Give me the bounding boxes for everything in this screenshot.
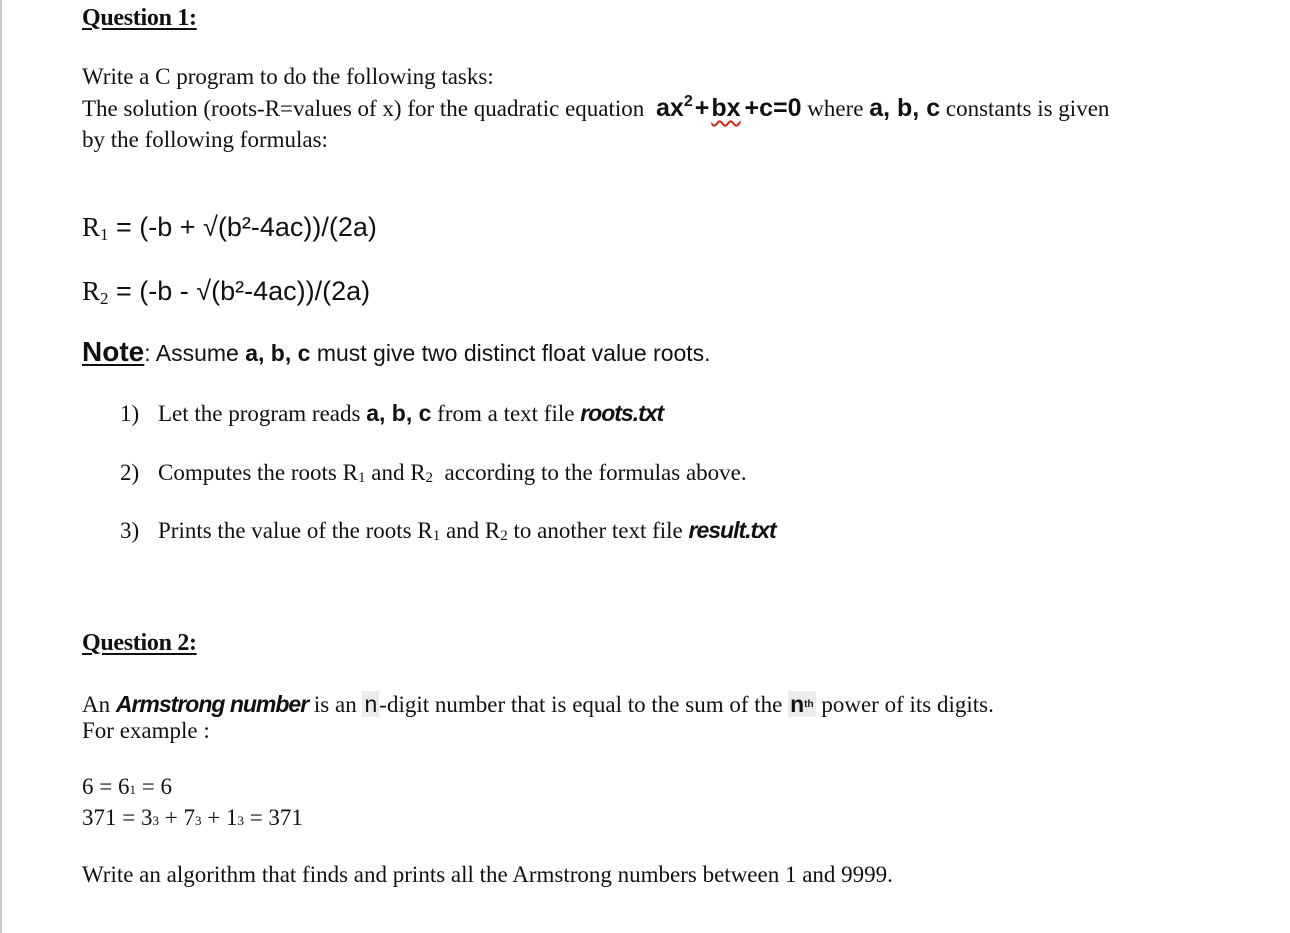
example-2-c: + 1 [201, 805, 238, 830]
example-2-b: + 7 [158, 805, 195, 830]
list-item [120, 400, 663, 427]
eq-plus: + [694, 94, 710, 122]
note-pre: Assume [150, 340, 246, 366]
question-2-heading: Question 2: [82, 630, 197, 656]
item-3-text-2: and R [440, 518, 501, 543]
example-1-a: 6 = 6 [82, 774, 130, 799]
example-2-d: = 371 [243, 805, 303, 830]
q2-line-2: For example : [82, 718, 210, 743]
item-2-text-2: and R [365, 460, 426, 485]
nth-n: n [790, 691, 805, 717]
q1-intro-line-1: Write a C program to do the following tasks: [82, 64, 494, 89]
question-1-heading: Question 1: [82, 5, 197, 31]
example-2-e2: 3 [194, 813, 202, 828]
nth-highlight [788, 691, 816, 717]
item-3-text-1: Prints the value of the roots R [158, 518, 433, 543]
q2-final-line: Write an algorithm that finds and prints all the Armstrong numbers between 1 and 9999. [82, 862, 893, 887]
example-1-b: = 6 [135, 774, 172, 799]
q1-where: where [807, 96, 864, 121]
q2-line-1 [82, 691, 994, 718]
n-highlight: n [364, 691, 378, 717]
q1-constants-abc: a, b, c [869, 94, 941, 122]
item-1-abc: a, b, c [366, 400, 432, 426]
nth-sup: th [804, 699, 814, 710]
item-3-filename: result.txt [688, 517, 776, 543]
note-post: must give two distinct float value roots. [310, 340, 711, 366]
list-item-number: 1) [120, 401, 140, 426]
q1-intro-text: The solution (roots-R=values of x) for the quadratic equation [82, 96, 645, 121]
formula-r1-symbol: R [82, 212, 101, 242]
eq-ax: ax [656, 94, 684, 122]
formula-r2 [82, 276, 370, 309]
q2-line1-pre: An [82, 692, 116, 717]
note-abc: a, b, c [245, 340, 311, 366]
item-2-sub-1: 1 [357, 470, 366, 486]
item-3-sub-1: 1 [432, 528, 441, 544]
q1-intro-tail: constants is given [945, 96, 1110, 121]
formula-r2-expression: = (-b - √(b²-4ac))/(2a) [108, 276, 371, 306]
example-2-e1: 3 [152, 813, 159, 828]
eq-exponent: 2 [683, 93, 693, 110]
q2-line1-mid: is an [308, 692, 363, 717]
formula-r1-expression: = (-b + √(b²-4ac))/(2a) [108, 212, 377, 242]
example-1 [82, 774, 172, 800]
item-1-mid: from a text file [431, 401, 581, 426]
example-2 [82, 805, 303, 831]
formula-r2-sub: 2 [100, 289, 109, 308]
item-2-text-3: according to the formulas above. [433, 460, 747, 485]
item-1-filename: roots.txt [580, 400, 664, 426]
formula-r1 [82, 212, 377, 245]
q2-line1-mid2: -digit number that is equal to the sum of the [379, 692, 789, 717]
note-label: Note [82, 336, 145, 367]
formula-r2-symbol: R [82, 276, 101, 306]
example-2-a: 371 = 3 [82, 805, 153, 830]
note-colon: : [144, 340, 151, 366]
eq-bx-spellcheck: bx [711, 94, 741, 122]
page-left-edge [0, 0, 2, 933]
example-1-exp: 1 [129, 782, 136, 797]
quadratic-equation [656, 94, 802, 122]
list-item [120, 460, 747, 487]
example-2-e3: 3 [237, 813, 244, 828]
q2-line1-post: power of its digits. [815, 692, 994, 717]
armstrong-term: Armstrong number [115, 691, 309, 717]
item-2-text-1: Computes the roots R [158, 460, 358, 485]
item-3-text-3: to another text file [507, 518, 689, 543]
list-item-number: 3) [120, 518, 140, 543]
eq-rest: +c=0 [744, 94, 802, 122]
item-2-sub-2: 2 [425, 470, 434, 486]
q1-intro-line-2 [82, 93, 1109, 123]
list-item [120, 517, 776, 545]
formula-r1-sub: 1 [100, 225, 109, 244]
list-item-number: 2) [120, 460, 140, 485]
item-1-pre: Let the program reads [158, 401, 367, 426]
note-line [82, 336, 711, 368]
item-3-sub-2: 2 [500, 528, 508, 544]
q1-intro-line-3: by the following formulas: [82, 127, 328, 152]
